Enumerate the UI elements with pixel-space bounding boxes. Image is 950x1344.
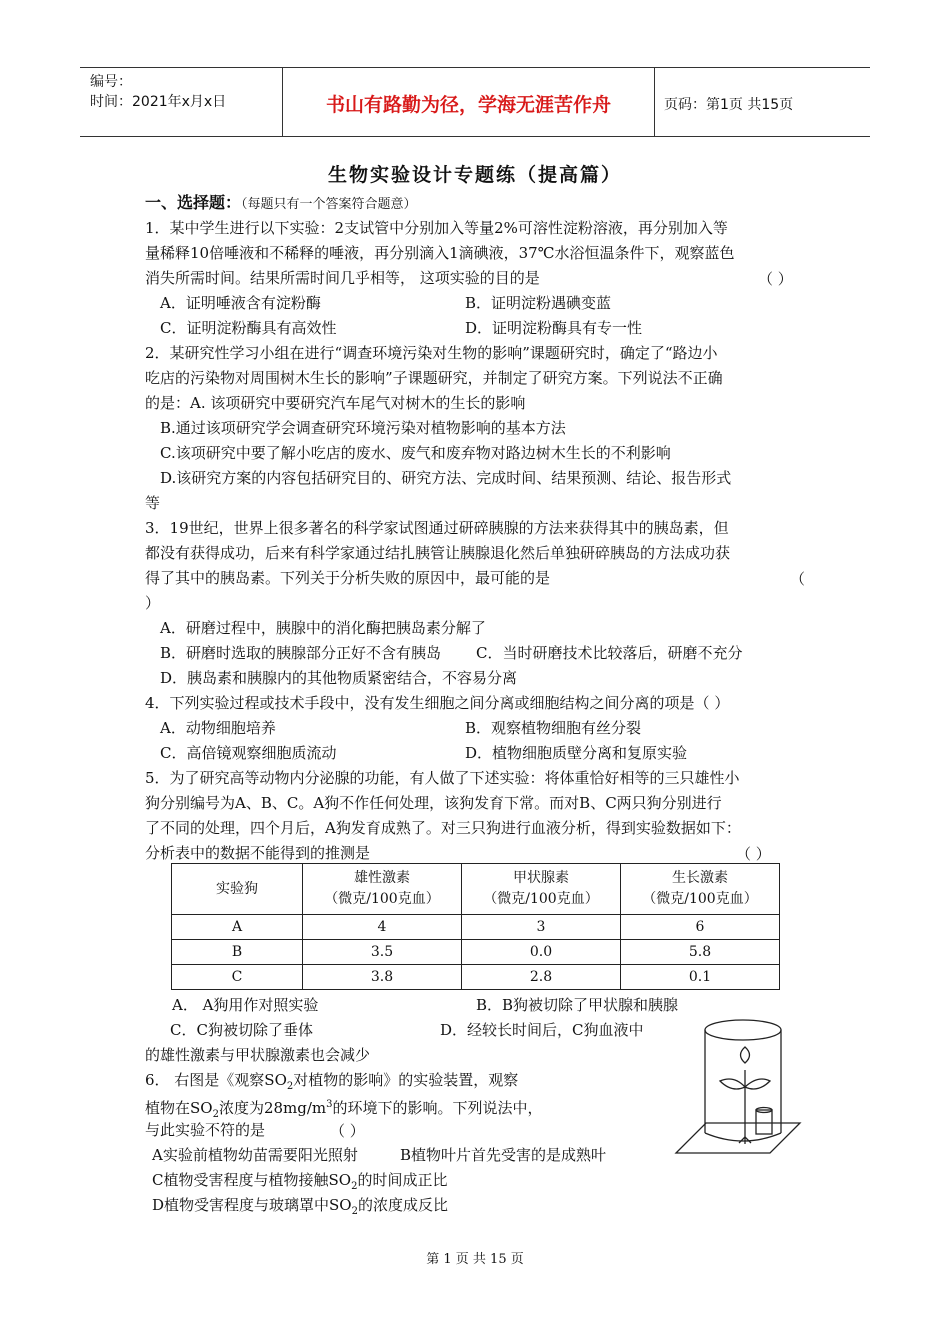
table-row [172, 940, 780, 965]
q6-line: 与此实验不符的是 [145, 1121, 266, 1139]
q4-option-d: D．植物细胞质壁分离和复原实验 [465, 744, 688, 762]
q2-line: 2．某研究性学习小组在进行“调查环境污染对生物的影响”课题研究时，确定了“路边小 [145, 344, 718, 362]
q5-option-c: C．C狗被切除了垂体 [170, 1021, 313, 1039]
q3-option-d: D．胰岛素和胰腺内的其他物质紧密结合，不容易分离 [160, 669, 518, 687]
page-footer: 第 1 页 共 15 页 [426, 1252, 524, 1267]
jar-top [705, 1020, 781, 1040]
q5-line: 的雄性激素与甲状腺激素也会减少 [145, 1046, 371, 1064]
table-header-cell: 实验狗 [172, 864, 303, 915]
table-row [172, 915, 780, 940]
q2-line: 等 [145, 494, 161, 512]
header-motto: 书山有路勤为径，学海无涯苦作舟 [325, 94, 611, 116]
page-header [80, 67, 870, 137]
q3-option-c: C．当时研磨技术比较落后，研磨不充分 [476, 644, 743, 662]
q6-option-c: C植物受害程度与植物接触$SO_2$的时间成正比 [152, 1171, 448, 1192]
q2-line: 的是：A. 该项研究中要研究汽车尾气对树木的生长的影响 [145, 394, 526, 412]
answer-paren: （ ） [758, 270, 793, 288]
q2-option-d: D.该研究方案的内容包括研究目的、研究方法、完成时间、结果预测、结论、报告形式 [160, 469, 732, 487]
answer-paren: （ ） [736, 845, 771, 863]
q6-option-d: D植物受害程度与玻璃罩中$SO_2$的浓度成反比 [152, 1196, 448, 1217]
q1-line: 量稀释10倍唾液和不稀释的唾液，再分别滴入1滴碘液，37℃水浴恒温条件下，观察蓝色 [145, 244, 735, 262]
q5-line: 了不同的处理，四个月后，A狗发育成熟了。对三只狗进行血液分析，得到实验数据如下： [145, 819, 741, 837]
q1-option-a: A．证明唾液含有淀粉酶 [160, 294, 321, 312]
q3-line: 都没有获得成功，后来有科学家通过结扎胰管让胰腺退化然后单独研碎胰岛的方法成功获 [145, 544, 731, 562]
plant-roots [739, 1137, 751, 1144]
table-row [172, 965, 780, 990]
table-cell: 2.8 [462, 965, 621, 990]
q4-line: 4．下列实验过程或技术手段中，没有发生细胞之间分离或细胞结构之间分离的项是（ ） [145, 694, 730, 712]
time-label: 时间：2021年x月x日 [90, 94, 227, 110]
small-beaker [756, 1110, 772, 1134]
q6-line: 植物在$SO_2$浓度为$28mg/m^3$的环境下的影响。下列说法中， [145, 1099, 543, 1120]
table-cell: 3 [462, 915, 621, 940]
table-cell: 3.8 [303, 965, 462, 990]
table-header-row [172, 864, 780, 915]
table-cell: C [172, 965, 303, 990]
q3-line: 3．19世纪，世界上很多著名的科学家试图通过研碎胰腺的方法来获得其中的胰岛素，但 [145, 519, 729, 537]
table-cell: 5.8 [621, 940, 780, 965]
number-label: 编号： [90, 74, 132, 90]
table-cell: 6 [621, 915, 780, 940]
q6-line: 6． 右图是《观察$SO_2$对植物的影响》的实验装置，观察 [145, 1071, 519, 1092]
q1-option-d: D．证明淀粉酶具有专一性 [465, 319, 643, 337]
table-cell: 0.1 [621, 965, 780, 990]
table-cell: 4 [303, 915, 462, 940]
q2-option-b: B.通过该项研究学会调查研究环境污染对植物影响的基本方法 [160, 419, 566, 437]
section-note: （每题只有一个答案符合题意） [241, 197, 417, 212]
q4-option-a: A．动物细胞培养 [160, 719, 276, 737]
q1-line: 1．某中学生进行以下实验：2支试管中分别加入等量2%可溶性淀粉溶液，再分别加入等 [145, 219, 728, 237]
hormone-table [171, 863, 780, 990]
plant-leaf [720, 1079, 745, 1089]
section-heading [145, 190, 417, 213]
q1-line: 消失所需时间。结果所需时间几乎相等， 这项实验的目的是 [145, 269, 540, 287]
header-page-info: 页码：第1页 共15页 [664, 97, 794, 113]
q5-option-b: B．B狗被切除了甲状腺和胰腺 [476, 996, 679, 1014]
q1-option-b: B．证明淀粉遇碘变蓝 [465, 294, 612, 312]
table-cell: B [172, 940, 303, 965]
q5-line: 狗分别编号为A、B、C。A狗不作任何处理，该狗发育下常。而对B、C两只狗分别进行 [145, 794, 722, 812]
q5-option-a: A． A狗用作对照实验 [172, 996, 319, 1014]
q4-option-b: B．观察植物细胞有丝分裂 [465, 719, 642, 737]
table-cell: 3.5 [303, 940, 462, 965]
answer-paren: （ [790, 570, 806, 588]
plant-leaf [745, 1079, 770, 1089]
plant-leaf [741, 1047, 750, 1063]
q1-option-c: C．证明淀粉酶具有高效性 [160, 319, 337, 337]
table-header-cell: 雄性激素 （微克/100克血） [303, 864, 462, 915]
page-title: 生物实验设计专题练（提高篇） [327, 164, 622, 186]
table-cell: 0.0 [462, 940, 621, 965]
q5-line: 分析表中的数据不能得到的推测是 [145, 844, 371, 862]
q3-option-b: B．研磨时选取的胰腺部分正好不含有胰岛 [160, 644, 442, 662]
header-divider [654, 68, 655, 136]
bell-jar-illustration [672, 1015, 802, 1160]
table-header-cell: 甲状腺素 （微克/100克血） [462, 864, 621, 915]
q2-option-c: C.该项研究中要了解小吃店的废水、废气和废弃物对路边树木生长的不利影响 [160, 444, 671, 462]
q5-option-d: D．经较长时间后，C狗血液中 [440, 1021, 644, 1039]
table-header-cell: 生长激素 （微克/100克血） [621, 864, 780, 915]
q4-option-c: C．高倍镜观察细胞质流动 [160, 744, 337, 762]
answer-paren: ） [145, 594, 161, 612]
q6-option-b: B植物叶片首先受害的是成熟叶 [400, 1146, 607, 1164]
answer-paren: （ ） [330, 1122, 365, 1140]
q3-option-a: A．研磨过程中，胰腺中的消化酶把胰岛素分解了 [160, 619, 486, 637]
section-title: 一、选择题： [145, 193, 242, 212]
q2-line: 吃店的污染物对周围树木生长的影响”子课题研究，并制定了研究方案。下列说法不正确 [145, 369, 723, 387]
q6-option-a: A实验前植物幼苗需要阳光照射 [152, 1146, 358, 1164]
q3-line: 得了其中的胰岛素。下列关于分析失败的原因中，最可能的是 [145, 569, 551, 587]
header-meta [90, 72, 226, 112]
table-cell: A [172, 915, 303, 940]
q5-line: 5．为了研究高等动物内分泌腺的功能，有人做了下述实验：将体重恰好相等的三只雄性小 [145, 769, 740, 787]
